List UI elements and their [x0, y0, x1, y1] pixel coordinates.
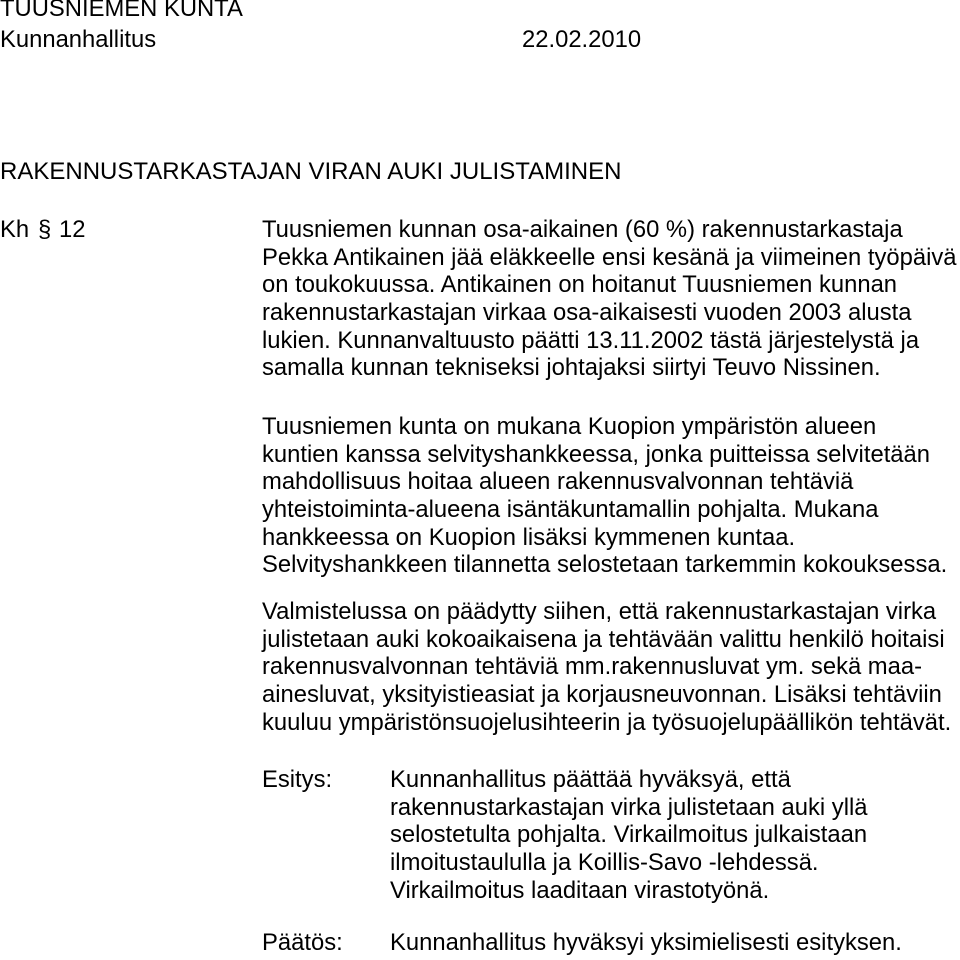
paragraph-line: rakennusvalvonnan tehtäviä mm.rakennusluvat ym. sekä maa- — [262, 653, 923, 681]
decision-text — [390, 929, 902, 957]
proposal-text — [390, 766, 868, 904]
paragraph-line: Tuusniemen kunnan osa-aikainen (60 %) rakennustarkastaja — [262, 216, 903, 244]
paragraph-line: Selvityshankkeen tilannetta selostetaan tarkemmin kokouksessa. — [262, 551, 948, 579]
section-prefix: Kh — [0, 216, 30, 244]
paragraph-line: Pekka Antikainen jää eläkkeelle ensi kesänä ja viimeinen työpäivä — [262, 243, 957, 271]
proposal-line: selostetulta pohjalta. Virkailmoitus julkaistaan — [390, 821, 868, 849]
paragraph-line: hankkeessa on Kuopion lisäksi kymmenen kuntaa. — [262, 523, 796, 551]
paragraph-3 — [262, 598, 951, 736]
proposal-line: Virkailmoitus laaditaan virastotyönä. — [390, 876, 770, 904]
paragraph-line: julistetaan auki kokoaikaisena ja tehtävään valittu henkilö hoitaisi — [262, 625, 945, 653]
paragraph-line: on toukokuussa. Antikainen on hoitanut Tuusniemen kunnan — [262, 271, 898, 299]
paragraph-line: Valmistelussa on päädytty siihen, että rakennustarkastajan virka — [262, 598, 937, 626]
proposal-label: Esitys: — [262, 766, 333, 794]
paragraph-line: lukien. Kunnanvaltuusto päätti 13.11.2002 tästä järjestelystä ja — [262, 326, 920, 354]
decision-label: Päätös: — [262, 929, 343, 957]
section-number: 12 — [59, 216, 86, 244]
paragraph-line: rakennustarkastajan virkaa osa-aikaisesti vuoden 2003 alusta — [262, 298, 912, 326]
paragraph-2 — [262, 413, 947, 579]
organization-name: TUUSNIEMEN KUNTA — [0, 0, 243, 22]
proposal-line: Kunnanhallitus päättää hyväksyä, että — [390, 766, 791, 794]
paragraph-1 — [262, 216, 957, 382]
paragraph-line: yhteistoiminta-alueena isäntäkuntamallin pohjalta. Mukana — [262, 495, 879, 523]
paragraph-line: kuuluu ympäristönsuojelusihteerin ja työsuojelupäällikön tehtävät. — [262, 708, 952, 736]
proposal-line: ilmoitustaululla ja Koillis-Savo -lehdessä. — [390, 848, 819, 876]
paragraph-line: Tuusniemen kunta on mukana Kuopion ympäristön alueen — [262, 413, 877, 441]
paragraph-line: ainesluvat, yksityistieasiat ja korjausneuvonnan. Lisäksi tehtäviin — [262, 680, 942, 708]
paragraph-line: samalla kunnan tekniseksi johtajaksi siirtyi Teuvo Nissinen. — [262, 354, 881, 382]
document-title: RAKENNUSTARKASTAJAN VIRAN AUKI JULISTAMINEN — [0, 158, 622, 185]
paragraph-line: mahdollisuus hoitaa alueen rakennusvalvonnan tehtäviä — [262, 468, 854, 496]
section-symbol: § — [38, 216, 52, 244]
decision-line: Kunnanhallitus hyväksyi yksimielisesti esityksen. — [390, 929, 902, 957]
paragraph-line: kuntien kanssa selvityshankkeessa, jonka puitteissa selvitetään — [262, 440, 931, 468]
proposal-line: rakennustarkastajan virka julistetaan auki yllä — [390, 793, 868, 821]
meeting-date: 22.02.2010 — [522, 26, 642, 53]
governing-body: Kunnanhallitus — [0, 26, 157, 53]
